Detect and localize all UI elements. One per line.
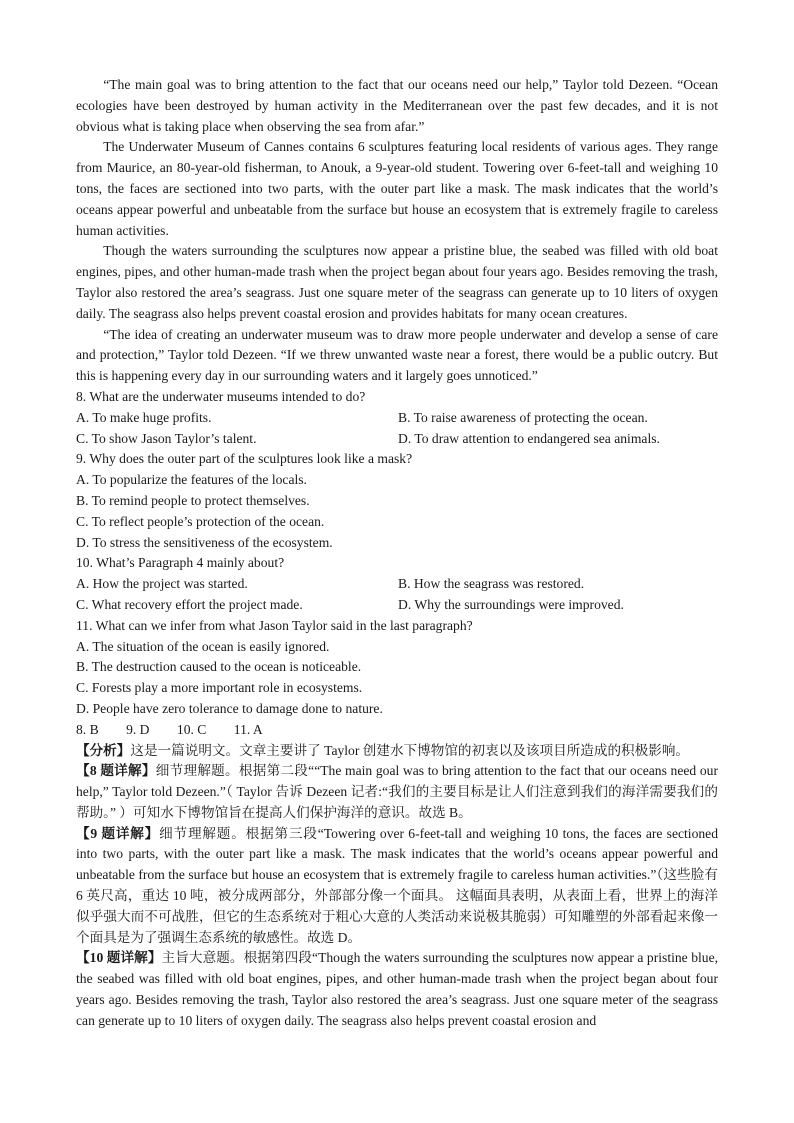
question-11-stem: 11. What can we infer from what Jason Taylor said in the last paragraph? — [76, 617, 473, 633]
question-11-option-a: A. The situation of the ocean is easily ignored. — [76, 638, 330, 654]
passage-paragraph-1: “The main goal was to bring attention to the fact that our oceans need our help,” Taylor told Dezeen. “Ocean ecologies have been destroyed by human activity in the Mediterranean over the past few decades, and it is not obvious what is taking place when observing the sea from afar.” — [76, 77, 718, 134]
analysis-question-10 — [76, 948, 718, 1031]
question-11-option-b: B. The destruction caused to the ocean is noticeable. — [76, 659, 362, 675]
question-9-option-b: B. To remind people to protect themselves. — [76, 492, 310, 508]
analysis-question-9 — [76, 824, 718, 949]
question-11-option-d: D. People have zero tolerance to damage done to nature. — [76, 700, 383, 716]
question-9-stem: 9. Why does the outer part of the sculptures look like a mask? — [76, 451, 413, 467]
question-8-option-b: B. To raise awareness of protecting the ocean. — [398, 409, 648, 425]
question-10-option-a: A. How the project was started. — [76, 576, 248, 592]
question-11-option-c: C. Forests play a more important role in ecosystems. — [76, 680, 363, 696]
question-10-stem: 10. What’s Paragraph 4 mainly about? — [76, 555, 285, 571]
analysis-question-8-tag: 【8 题详解】 — [76, 763, 156, 779]
question-9-option-d: D. To stress the sensitiveness of the ecosystem. — [76, 534, 333, 550]
question-10-options-row-2 — [76, 595, 718, 616]
analysis-question-8-text: 细节理解题。根据第二段““The main goal was to bring attention to the fact that our oceans need our help,” Taylor told Dezeen.”（ Taylor 告诉 Dezeen 记者:“我们的主要目标是让人们注意到我们的海洋需要我们的帮助。” ）可知水下博物馆旨在提高人们保护海洋的意识。故选 B。 — [76, 763, 718, 820]
answer-11: 11. A — [233, 721, 263, 737]
question-8-stem: 8. What are the underwater museums intended to do? — [76, 388, 366, 404]
analysis-question-10-text: 主旨大意题。根据第四段“Though the waters surrounding the sculptures now appear a pristine blue, the seabed was filled with old boat engines, pipes, and other human-made trash when the project began about four years ago. Besides removing the trash, Taylor also restored the area’s seagrass. Just one square meter of the seagrass can generate up to 10 liters of oxygen daily. The seagrass also helps prevent coastal erosion and — [76, 950, 718, 1028]
question-9-option-a: A. To popularize the features of the locals. — [76, 472, 307, 488]
document-page — [76, 75, 718, 1032]
passage-paragraph-4: “The idea of creating an underwater museum was to draw more people underwater and develop a sense of care and protection,” Taylor told Dezeen. “If we threw unwanted waste near a forest, there would be a public outcry. But this is happening every day in our surrounding waters and it largely goes unnoticed.” — [76, 326, 718, 384]
question-8-option-a: A. To make huge profits. — [76, 409, 212, 425]
question-8-options-row-2 — [76, 429, 718, 450]
question-8-option-c: C. To show Jason Taylor’s talent. — [76, 430, 257, 446]
answer-10: 10. C — [176, 721, 207, 737]
analysis-summary-tag: 【分析】 — [76, 742, 131, 758]
analysis-question-10-tag: 【10 题详解】 — [76, 950, 162, 966]
question-10-option-b: B. How the seagrass was restored. — [398, 576, 585, 592]
analysis-summary-text: 这是一篇说明文。文章主要讲了 Taylor 创建水下博物馆的初衷以及该项目所造成的积极影响。 — [130, 742, 690, 758]
passage-paragraph-3: Though the waters surrounding the sculptures now appear a pristine blue, the seabed was filled with old boat engines, pipes, and other human-made trash when the project began about four years ago. Besides removing the trash, Taylor also restored the area’s seagrass. Just one square meter of the seagrass can generate up to 10 liters of oxygen daily. The seagrass also helps prevent coastal erosion and provides habitats for many ocean creatures. — [76, 243, 718, 321]
question-9-option-c: C. To reflect people’s protection of the ocean. — [76, 513, 325, 529]
question-10-option-c: C. What recovery effort the project made. — [76, 596, 303, 612]
analysis-question-9-text: 细节理解题。根据第三段“Towering over 6-feet-tall and weighing 10 tons, the faces are sectioned into two parts, with the outer part like a mask. The mask indicates that the world’s oceans appear powerful and unbeatable from the surface but house an ecosystem that is extremely fragile to careless human activities.”（这些脸有 6 英尺高，重达 10 吨，被分成两部分，外部部分像一个面具。 这幅面具表明，从表面上看，世界上的海洋似乎强大而不可战胜，但它的生态系统对于粗心大意的人类活动来说极其脆弱）可知雕塑的外部看起来像一个面具是为了强调生态系统的敏感性。故选 D。 — [76, 825, 718, 945]
answer-8: 8. B — [76, 721, 99, 737]
answer-key — [76, 720, 718, 741]
question-8-option-d: D. To draw attention to endangered sea animals. — [398, 430, 660, 446]
answer-9: 9. D — [126, 721, 150, 737]
passage-paragraph-2: The Underwater Museum of Cannes contains 6 sculptures featuring local residents of various ages. They range from Maurice, an 80-year-old fisherman, to Anouk, a 9-year-old student. Towering over 6-feet-tall and weighing 10 tons, the faces are sectioned into two parts, with the outer part like a mask. The mask indicates that the world’s oceans appear powerful and unbeatable from the surface but house an ecosystem that is extremely fragile to careless human activities. — [76, 139, 718, 238]
question-10-option-d: D. Why the surroundings were improved. — [398, 596, 624, 612]
question-10-options-row-1 — [76, 574, 718, 595]
analysis-summary — [76, 741, 718, 762]
analysis-question-9-tag: 【9 题详解】 — [76, 825, 160, 841]
analysis-question-8 — [76, 761, 718, 823]
question-8-options-row-1 — [76, 408, 718, 429]
